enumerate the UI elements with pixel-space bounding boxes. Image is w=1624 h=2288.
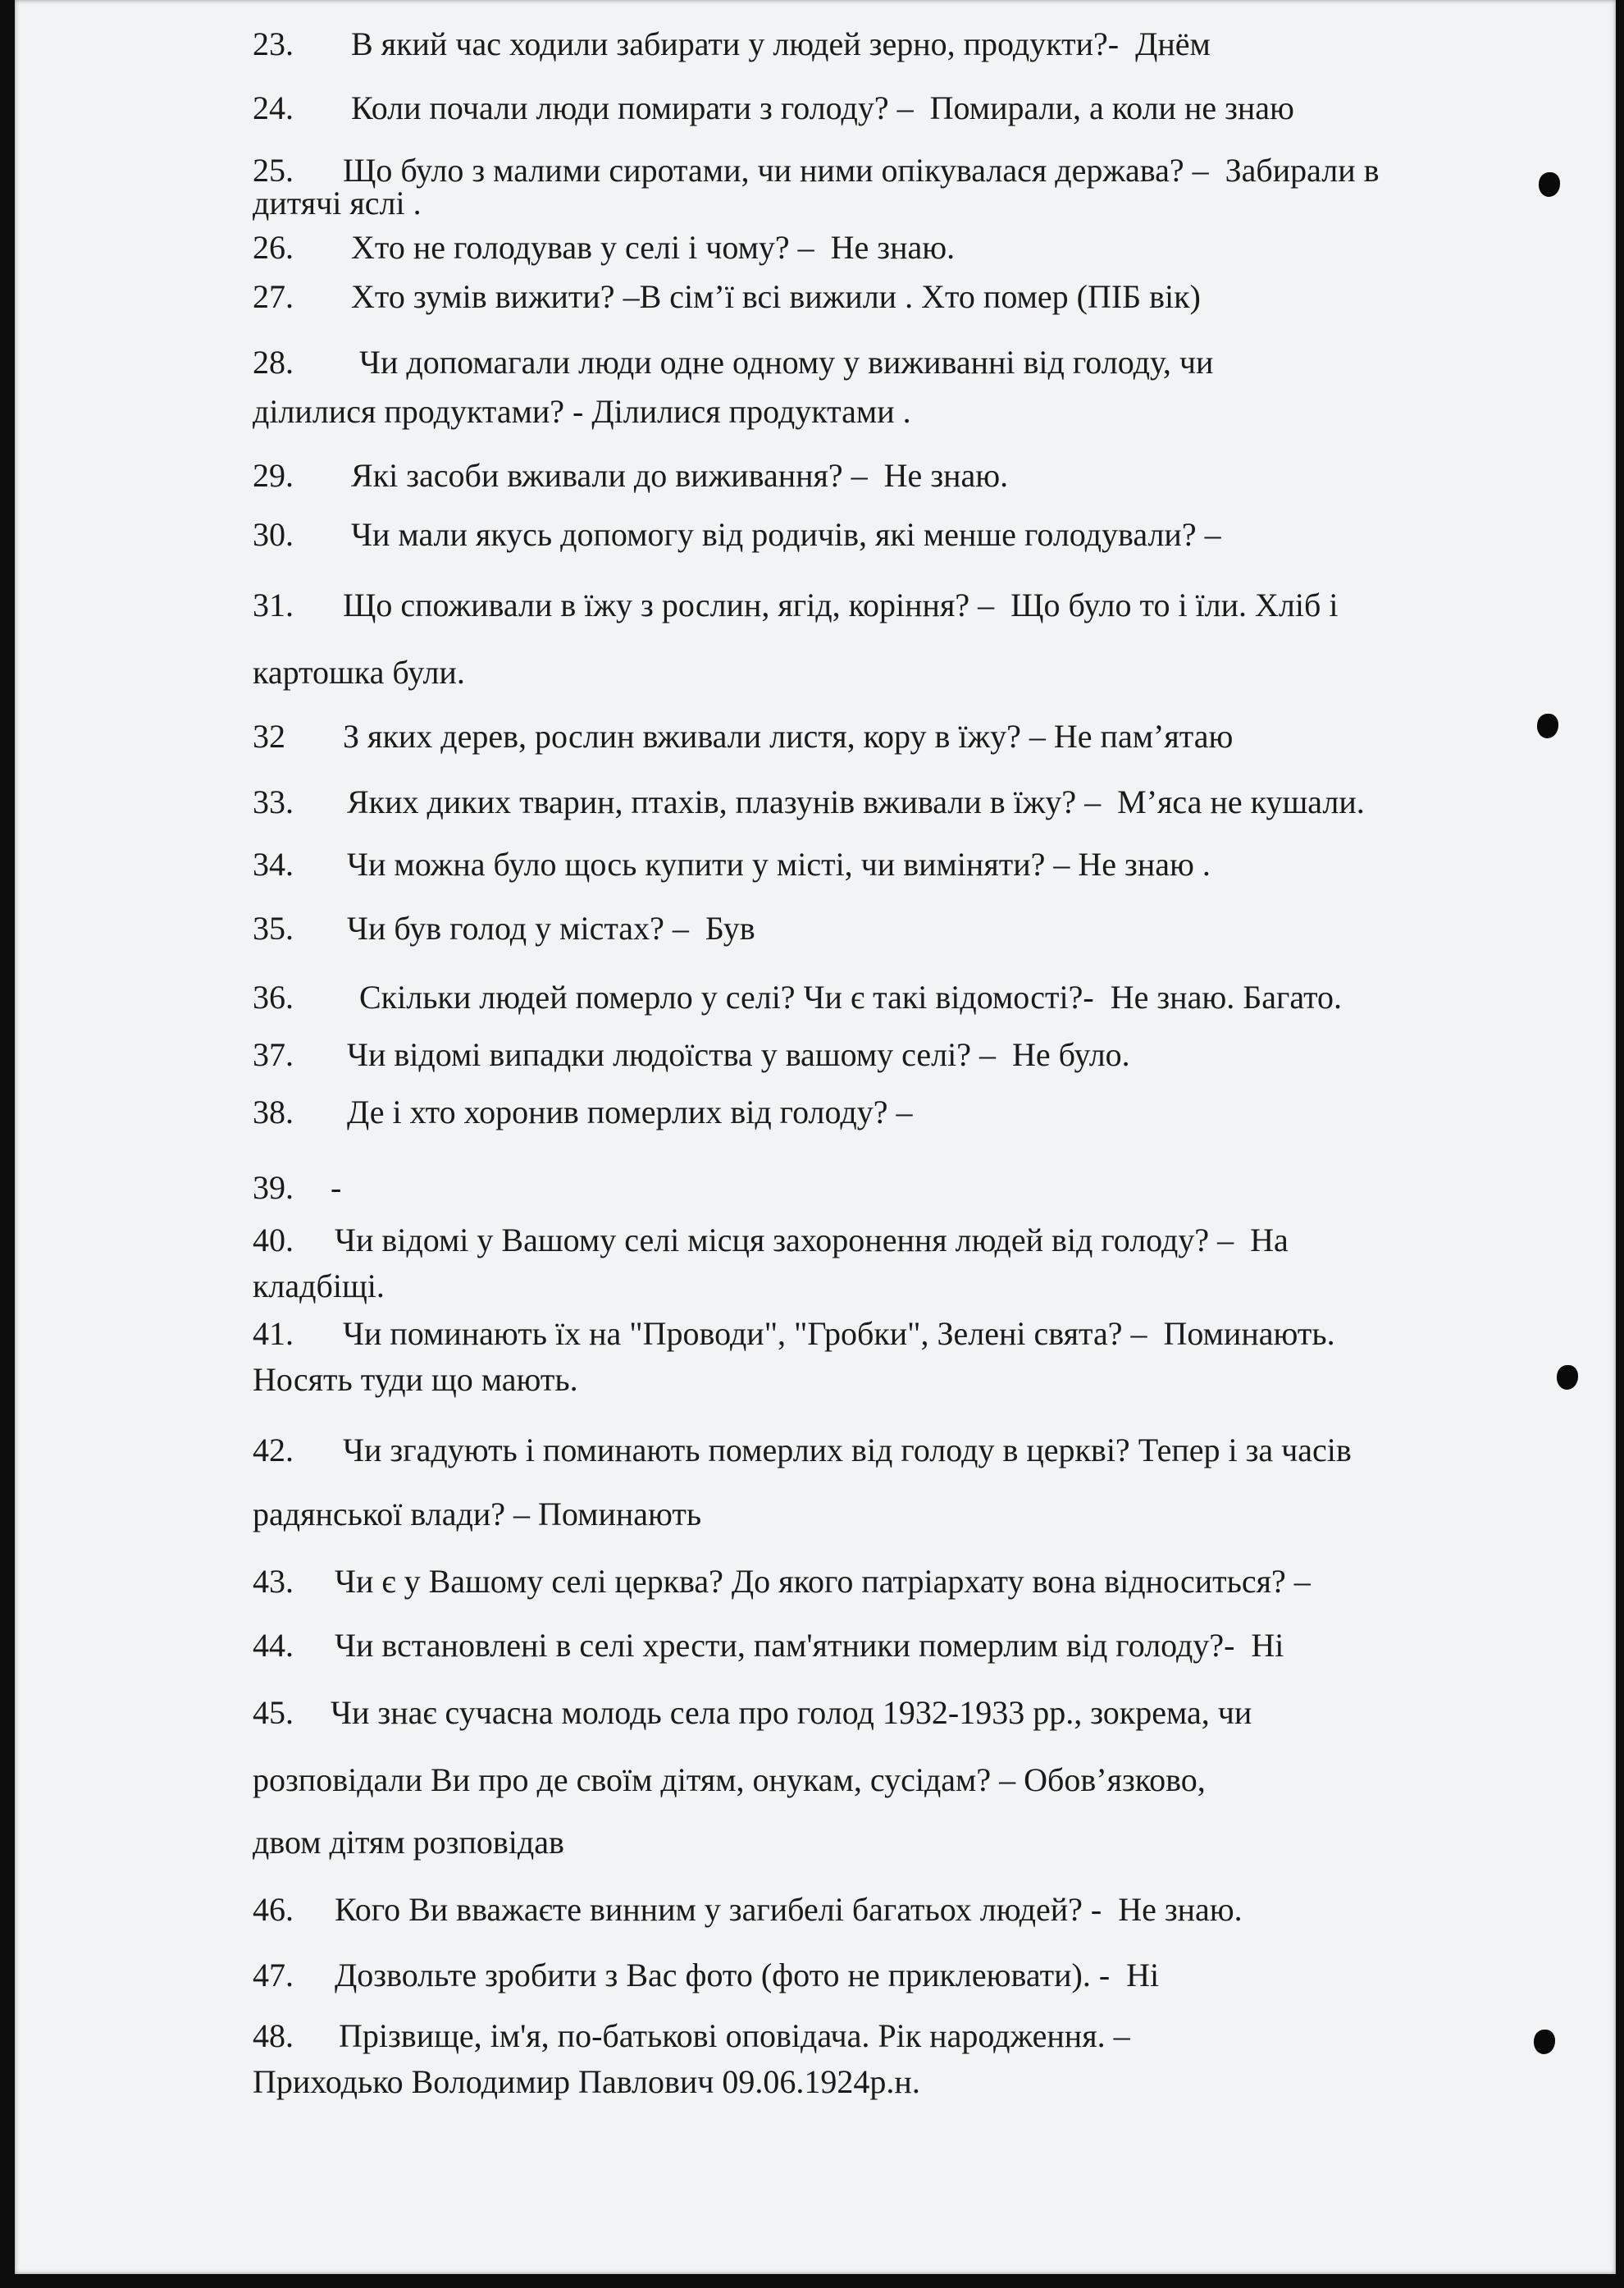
question-36 — [253, 981, 1342, 1014]
answer-text: Ні — [1126, 1957, 1160, 1993]
question-42-continued: радянської влади? – Поминають — [253, 1496, 702, 1532]
question-number: 37. — [253, 1036, 294, 1073]
question-29 — [253, 459, 1008, 492]
question-number: 35. — [253, 910, 294, 947]
question-text: Чи згадують і поминають померлих від голоду в церкві? Тепер і за часів — [343, 1432, 1352, 1468]
question-number: 43. — [253, 1563, 294, 1600]
answer-text: Не знаю. — [1118, 1891, 1243, 1928]
question-28-continued: ділилися продуктами? - Ділилися продуктами . — [253, 393, 911, 430]
question-44 — [253, 1629, 1284, 1662]
question-text: Чи був голод у містах? – — [347, 910, 689, 947]
question-number: 48. — [253, 2017, 294, 2054]
question-42 — [253, 1434, 1352, 1467]
question-text: З яких дерев, рослин вживали листя, кору в їжу? – — [343, 718, 1046, 755]
question-number: 41. — [253, 1315, 294, 1352]
question-text: Які засоби вживали до виживання? – — [351, 457, 868, 494]
question-41-continued: Носять туди що мають. — [253, 1361, 578, 1398]
question-number: 30. — [253, 516, 294, 553]
question-23 — [253, 25, 1211, 62]
answer-text: На — [1250, 1222, 1289, 1258]
question-number: 38. — [253, 1094, 294, 1130]
answer-text: Днём — [1135, 25, 1211, 62]
question-number: 24. — [253, 89, 294, 126]
question-text: Яких диких тварин, птахів, плазунів вживали в їжу? – — [347, 783, 1102, 820]
answer-text: Що було то і їли. Хліб і — [1010, 587, 1339, 623]
question-text: Чи відомі у Вашому селі місця захоронення людей від голоду? – — [335, 1222, 1234, 1258]
question-text: Скільки людей померло у селі? Чи є такі відомості?- — [359, 979, 1094, 1016]
question-30 — [253, 518, 1221, 551]
question-text: Чи відомі випадки людоїства у вашому селі? – — [347, 1036, 996, 1073]
question-28 — [253, 346, 1213, 379]
question-number: 42. — [253, 1432, 294, 1468]
question-38 — [253, 1096, 912, 1129]
question-number: 40. — [253, 1222, 294, 1258]
question-text: - — [331, 1169, 342, 1206]
question-26 — [253, 231, 955, 264]
question-40 — [253, 1224, 1289, 1257]
question-number: 45. — [253, 1694, 294, 1731]
question-number: 26. — [253, 229, 294, 266]
answer-text: Не було. — [1011, 1036, 1130, 1073]
question-48 — [253, 2017, 1130, 2054]
question-number: 39. — [253, 1169, 294, 1206]
question-text: Чи встановлені в селі хрести, пам'ятники померлим від голоду?- — [335, 1627, 1235, 1664]
question-number: 31. — [253, 587, 294, 623]
answer-text: Поминають. — [1163, 1315, 1335, 1352]
question-31-continued: картошка були. — [253, 654, 465, 691]
question-32 — [253, 720, 1233, 753]
answer-text: Ні — [1251, 1627, 1284, 1664]
question-text: Чи знає сучасна молодь села про голод 1932-1933 рр., зокрема, чи — [331, 1694, 1252, 1731]
question-text: Дозвольте зробити з Вас фото (фото не приклеювати). - — [335, 1957, 1111, 1993]
answer-text: М’яса не кушали. — [1117, 783, 1365, 820]
question-text: Кого Ви вважаєте винним у загибелі багатьох людей? - — [335, 1891, 1102, 1928]
question-text: Чи поминають їх на "Проводи", "Гробки", Зелені свята? – — [343, 1315, 1147, 1352]
question-number: 34. — [253, 846, 294, 883]
question-48-continued: Приходько Володимир Павлович 09.06.1924р.н. — [253, 2063, 920, 2100]
question-number: 44. — [253, 1627, 294, 1664]
answer-text: Не пам’ятаю — [1053, 718, 1234, 755]
punch-hole-1 — [1539, 172, 1560, 197]
question-text: Коли почали люди помирати з голоду? – — [351, 89, 914, 126]
question-33 — [253, 783, 1365, 820]
question-35 — [253, 912, 755, 945]
question-43 — [253, 1565, 1311, 1598]
question-number: 25. — [253, 152, 294, 189]
question-45-continued-2: двом дітям розповідав — [253, 1824, 564, 1861]
question-number: 29. — [253, 457, 294, 494]
question-text: Чи допомагали люди одне одному у виживанні від голоду, чи — [359, 344, 1214, 381]
question-text: Де і хто хоронив померлих від голоду? – — [347, 1094, 913, 1130]
question-41 — [253, 1315, 1335, 1352]
question-number: 23. — [253, 25, 294, 62]
answer-text: Не знаю. Багато. — [1110, 979, 1343, 1016]
question-45 — [253, 1694, 1252, 1731]
punch-hole-3 — [1557, 1365, 1578, 1390]
question-25 — [253, 154, 1380, 187]
question-25-continued: дитячі яслі . — [253, 185, 422, 221]
question-27 — [253, 278, 1201, 315]
punch-hole-2 — [1537, 714, 1558, 738]
question-39 — [253, 1171, 341, 1204]
answer-text: Не знаю. — [883, 457, 1009, 494]
question-40-continued: кладбіщі. — [253, 1267, 385, 1304]
answer-text: Забирали в — [1225, 152, 1380, 189]
question-text: Що споживали в їжу з рослин, ягід, коріння? – — [343, 587, 995, 623]
question-text: Що було з малими сиротами, чи ними опікувалася держава? – — [343, 152, 1209, 189]
question-number: 32 — [253, 718, 285, 755]
question-number: 46. — [253, 1891, 294, 1928]
question-number: 27. — [253, 278, 294, 315]
question-text: Чи мали якусь допомогу від родичів, які менше голодували? – — [351, 516, 1221, 553]
question-37 — [253, 1036, 1130, 1073]
question-34 — [253, 848, 1211, 881]
question-31 — [253, 589, 1338, 622]
question-46 — [253, 1893, 1243, 1926]
question-text: Хто зумів вижити? – — [351, 278, 640, 315]
question-47 — [253, 1959, 1159, 1992]
question-text: В який час ходили забирати у людей зерно, продукти?- — [351, 25, 1120, 62]
question-24 — [253, 89, 1294, 126]
paper-sheet — [15, 0, 1616, 2274]
answer-text: Був — [705, 910, 755, 947]
question-number: 28. — [253, 344, 294, 381]
question-text: Хто не голодував у селі і чому? – — [351, 229, 814, 266]
answer-text: Помирали, а коли не знаю — [929, 89, 1294, 126]
answer-text: Не знаю. — [830, 229, 956, 266]
question-text: Чи є у Вашому селі церква? До якого патріархату вона відноситься? – — [335, 1563, 1311, 1600]
question-number: 33. — [253, 783, 294, 820]
question-text: Прізвище, ім'я, по-батькові оповідача. Рік народження. – — [339, 2017, 1130, 2054]
question-text: Чи можна було щось купити у місті, чи виміняти? – — [347, 846, 1070, 883]
question-number: 47. — [253, 1957, 294, 1993]
question-45-continued: розповідали Ви про де своїм дітям, онукам, сусідам? – Обов’язково, — [253, 1761, 1206, 1798]
question-number: 36. — [253, 979, 294, 1016]
punch-hole-4 — [1534, 2030, 1555, 2054]
answer-text: Не знаю . — [1078, 846, 1211, 883]
answer-text: В сім’ї всі вижили . Хто помер (ПІБ вік) — [639, 278, 1201, 315]
